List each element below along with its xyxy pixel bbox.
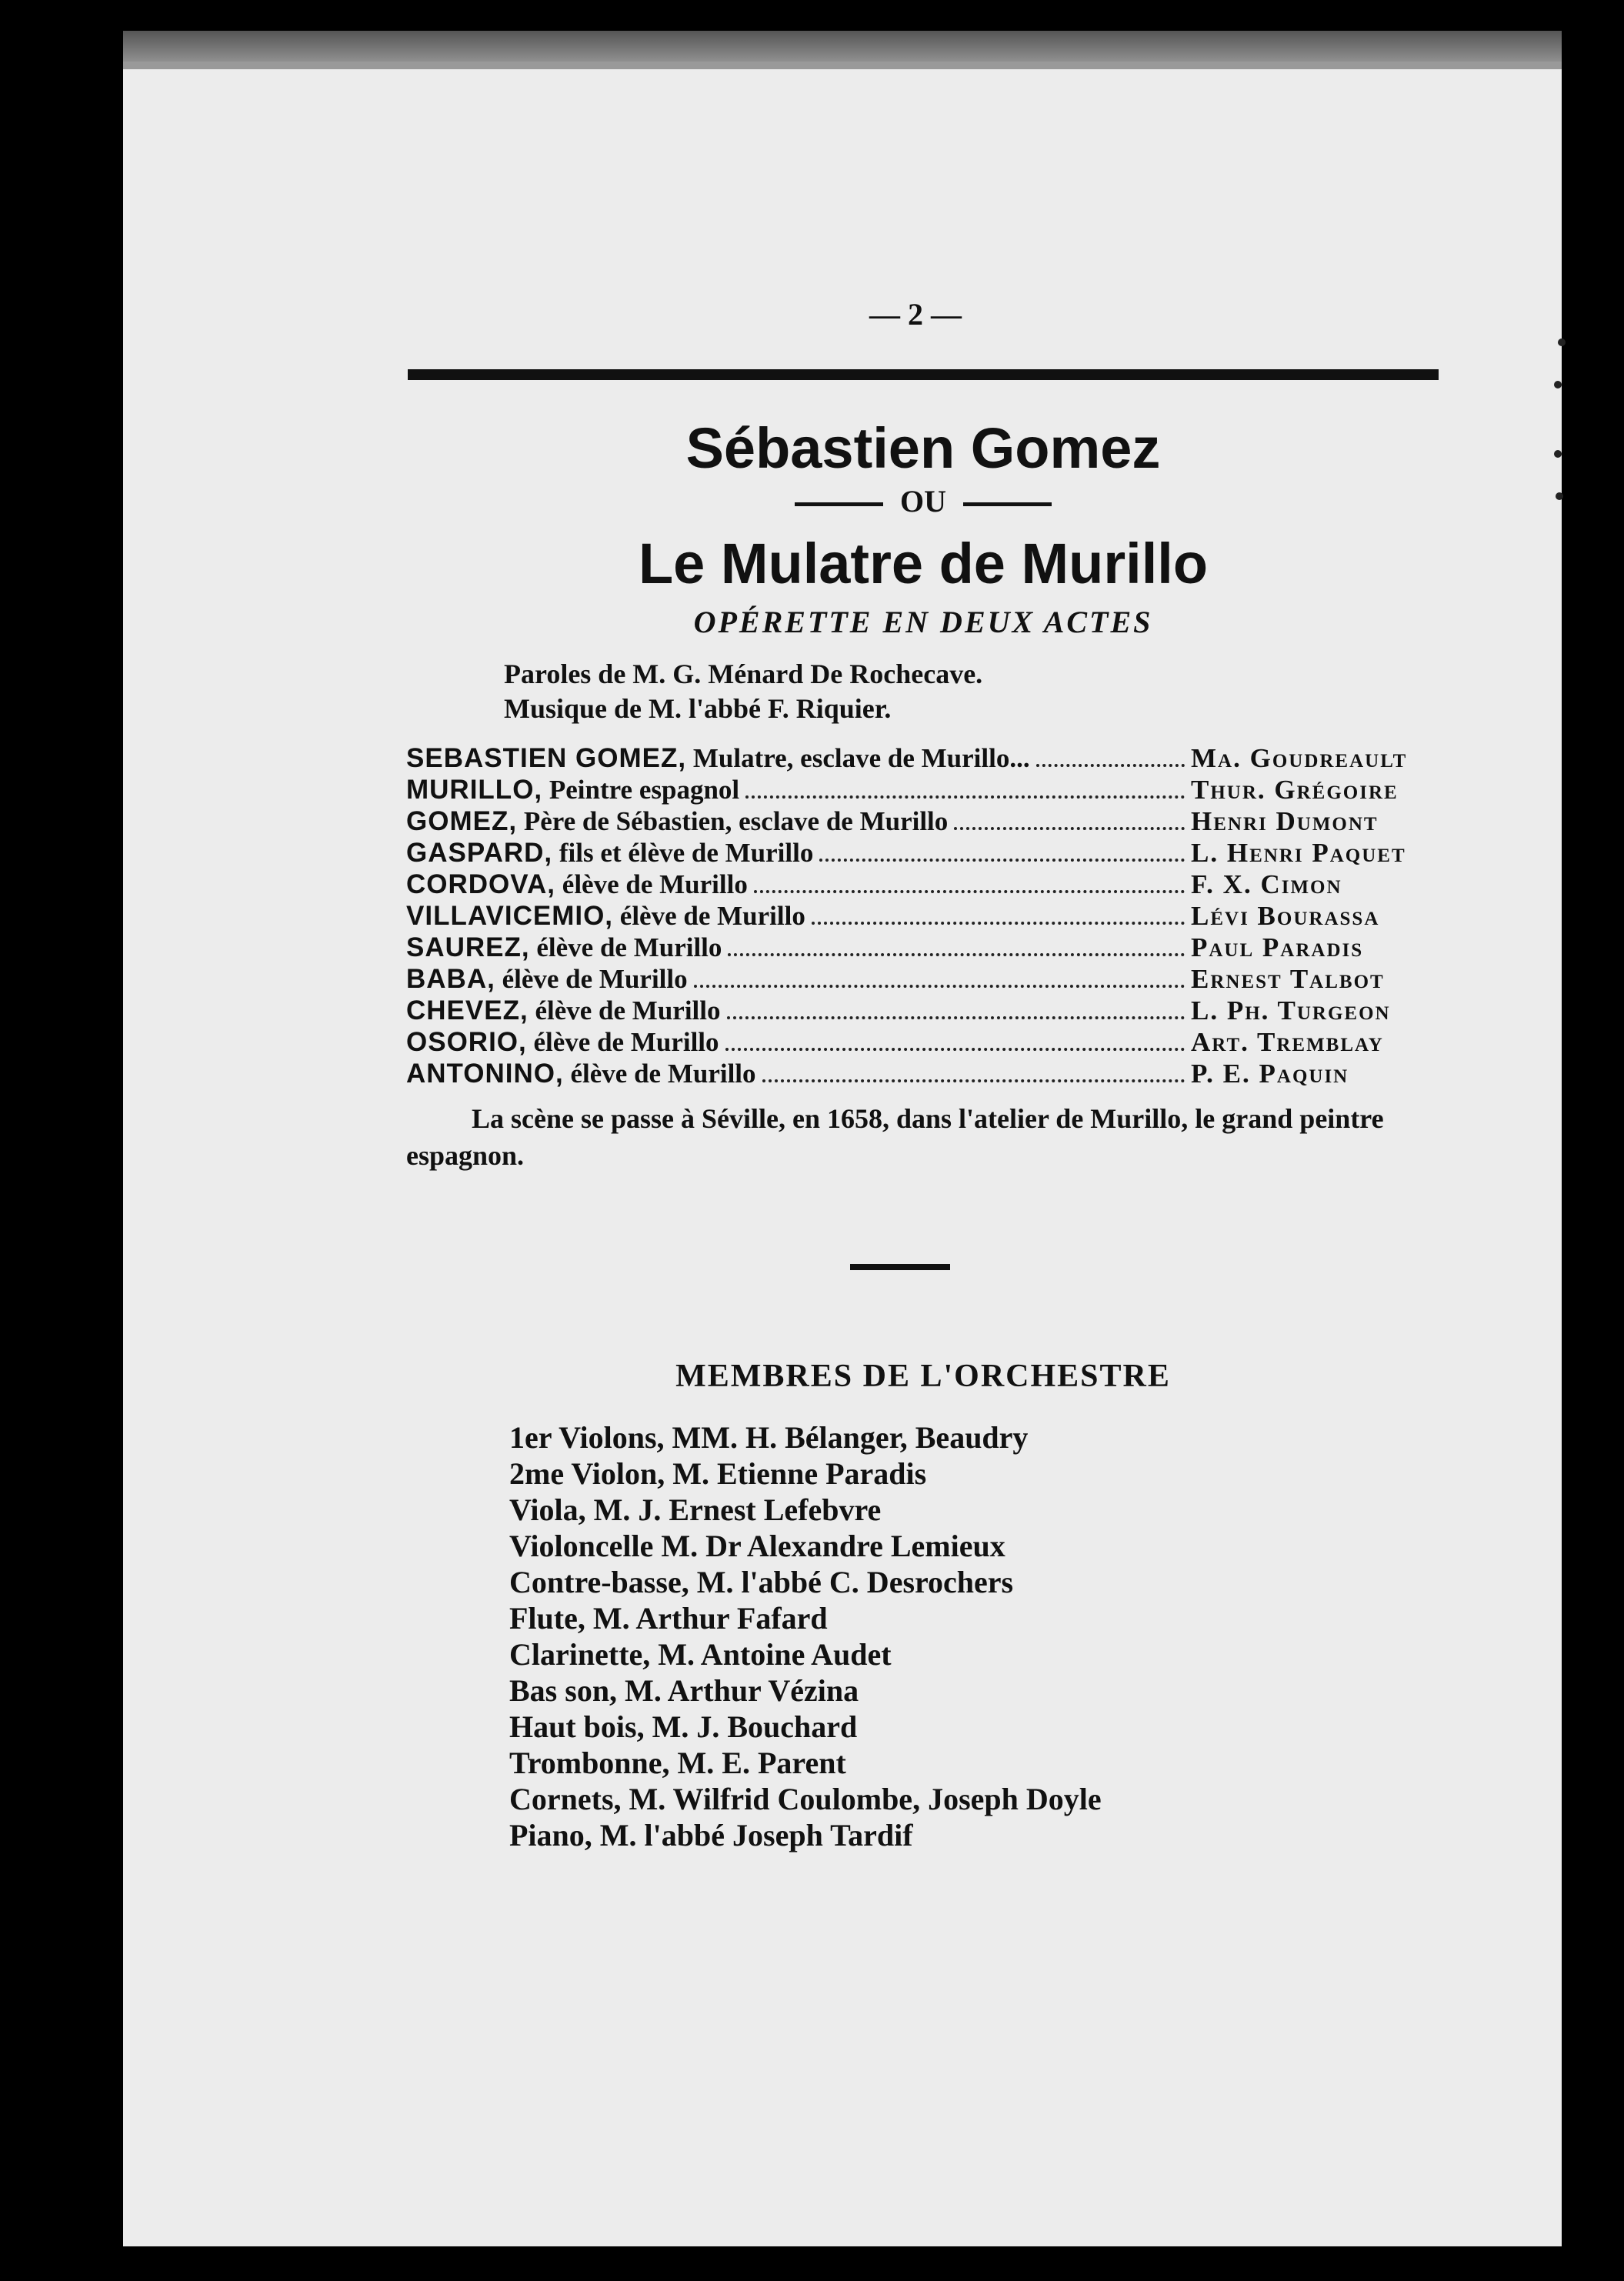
cast-role: VILLAVICEMIO, — [406, 901, 614, 931]
title-line-2: Le Mulatre de Murillo — [638, 532, 1209, 595]
scan-speck — [1558, 338, 1566, 346]
orchestra-title: MEMBRES DE L'ORCHESTRE — [675, 1359, 1171, 1394]
orchestra-list — [509, 1419, 1279, 1853]
cast-actor: F. X. Cimon — [1191, 869, 1342, 899]
cast-description: élève de Murillo — [533, 1027, 719, 1057]
cast-actor: Art. Tremblay — [1191, 1027, 1384, 1057]
cast-role: SEBASTIEN GOMEZ, — [406, 743, 687, 773]
orchestra-member: Piano, M. l'abbé Joseph Tardif — [509, 1818, 913, 1852]
title-connector-line — [769, 483, 1077, 519]
credit-music: Musique de M. l'abbé F. Riquier. — [504, 693, 892, 724]
credit-lyrics: Paroles de M. G. Ménard De Rochecave. — [504, 659, 983, 689]
cast-description: Mulatre, esclave de Murillo... — [692, 743, 1030, 773]
cast-description: élève de Murillo — [502, 964, 688, 994]
leader-dots — [754, 881, 1185, 893]
orchestra-member: Cornets, M. Wilfrid Coulombe, Joseph Doyle — [509, 1782, 1102, 1816]
header-rule — [408, 369, 1439, 380]
scan-speck — [1554, 381, 1562, 389]
cast-description: élève de Murillo — [619, 901, 805, 931]
orchestra-member: 2me Violon, M. Etienne Paradis — [509, 1456, 927, 1491]
leader-dots — [745, 786, 1185, 799]
orchestra-member: Clarinette, M. Antoine Audet — [509, 1637, 892, 1672]
cast-role: SAUREZ, — [406, 932, 530, 962]
section-divider — [850, 1264, 950, 1270]
leader-dots — [812, 912, 1185, 925]
cast-actor: Henri Dumont — [1191, 806, 1379, 836]
orchestra-member: Trombonne, M. E. Parent — [509, 1746, 846, 1780]
scan-speck — [1556, 492, 1563, 500]
cast-role: CORDOVA, — [406, 869, 556, 899]
cast-description: élève de Murillo — [535, 995, 721, 1025]
cast-role: CHEVEZ, — [406, 995, 529, 1025]
cast-description: élève de Murillo — [570, 1059, 756, 1089]
cast-row — [406, 995, 1437, 1026]
cast-description: élève de Murillo — [562, 869, 748, 899]
setting-note: La scène se passe à Séville, en 1658, dans l'atelier de Murillo, le grand peintre espagnon. — [406, 1103, 1384, 1171]
dash-right — [963, 502, 1052, 506]
cast-row — [406, 1058, 1437, 1089]
orchestra-member: Contre-basse, M. l'abbé C. Desrochers — [509, 1565, 1014, 1599]
title-line-1: Sébastien Gomez — [685, 416, 1161, 480]
cast-row — [406, 805, 1437, 837]
cast-row — [406, 1026, 1437, 1058]
cast-row — [406, 837, 1437, 869]
cast-description: Peintre espagnol — [549, 775, 740, 805]
cast-role: GOMEZ, — [406, 806, 518, 836]
leader-dots — [762, 1070, 1185, 1082]
cast-list — [406, 742, 1437, 1089]
cast-actor: Thur. Grégoire — [1191, 775, 1399, 805]
cast-row — [406, 900, 1437, 932]
cast-role: MURILLO, — [406, 775, 543, 805]
cast-actor: P. E. Paquin — [1191, 1059, 1349, 1089]
cast-role: GASPARD, — [406, 838, 553, 868]
cast-actor: L. Ph. Turgeon — [1191, 995, 1391, 1025]
cast-actor: Ma. Goudreault — [1191, 743, 1408, 773]
orchestra-member: Flute, M. Arthur Fafard — [509, 1601, 828, 1636]
cast-description: fils et élève de Murillo — [559, 838, 814, 868]
leader-dots — [728, 944, 1185, 956]
cast-role: BABA, — [406, 964, 495, 994]
leader-dots — [1036, 755, 1185, 767]
leader-dots — [727, 1007, 1185, 1019]
orchestra-member: 1er Violons, MM. H. Bélanger, Beaudry — [509, 1420, 1029, 1455]
cast-role: ANTONINO, — [406, 1059, 564, 1089]
page-number: — 2 — — [869, 297, 962, 332]
cast-description: élève de Murillo — [536, 932, 722, 962]
cast-actor: L. Henri Paquet — [1191, 838, 1406, 868]
leader-dots — [819, 849, 1185, 862]
cast-row — [406, 774, 1437, 805]
leader-dots — [725, 1039, 1185, 1051]
scan-speck — [1554, 450, 1562, 458]
dash-left — [795, 502, 883, 506]
orchestra-member: Bas son, M. Arthur Vézina — [509, 1673, 859, 1708]
cast-row — [406, 742, 1437, 774]
cast-row — [406, 932, 1437, 963]
orchestra-member: Haut bois, M. J. Bouchard — [509, 1709, 858, 1744]
cast-role: OSORIO, — [406, 1027, 527, 1057]
cast-row — [406, 963, 1437, 995]
title-connector: OU — [900, 484, 946, 519]
cast-actor: Paul Paradis — [1191, 932, 1364, 962]
cast-row — [406, 869, 1437, 900]
leader-dots — [954, 818, 1185, 830]
subtitle: OPÉRETTE EN DEUX ACTES — [693, 605, 1153, 639]
orchestra-member: Violoncelle M. Dr Alexandre Lemieux — [509, 1529, 1005, 1563]
cast-description: Père de Sébastien, esclave de Murillo — [523, 806, 949, 836]
orchestra-member: Viola, M. J. Ernest Lefebvre — [509, 1492, 882, 1527]
cast-actor: Lévi Bourassa — [1191, 901, 1380, 931]
leader-dots — [694, 975, 1185, 988]
cast-actor: Ernest Talbot — [1191, 964, 1385, 994]
